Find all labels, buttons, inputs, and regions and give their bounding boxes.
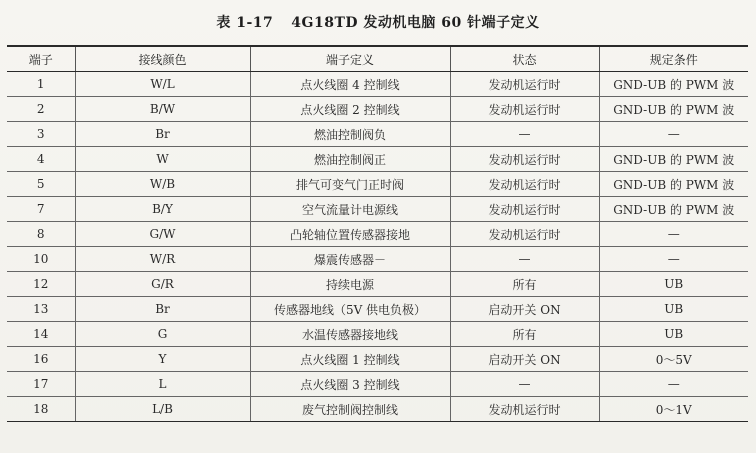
cell-state: 启动开关 ON <box>450 297 599 322</box>
cell-condition: — <box>599 247 748 272</box>
cell-condition: GND-UB 的 PWM 波 <box>599 97 748 122</box>
cell-state: — <box>450 122 599 147</box>
header-state: 状态 <box>450 46 599 72</box>
table-title: 4G18TD 发动机电脑 60 针端子定义 <box>291 15 540 31</box>
cell-pin-definition: 点火线圈 3 控制线 <box>250 372 450 397</box>
cell-wire-color: W/B <box>75 172 250 197</box>
cell-pin: 14 <box>7 322 75 347</box>
table-row <box>7 347 748 372</box>
cell-wire-color: G/R <box>75 272 250 297</box>
cell-wire-color: W/R <box>75 247 250 272</box>
cell-pin: 4 <box>7 147 75 172</box>
cell-pin-definition: 空气流量计电源线 <box>250 197 450 222</box>
header-pin-definition: 端子定义 <box>250 46 450 72</box>
cell-pin: 13 <box>7 297 75 322</box>
cell-state: 发动机运行时 <box>450 397 599 422</box>
cell-state: 发动机运行时 <box>450 147 599 172</box>
cell-pin: 1 <box>7 72 75 97</box>
cell-state: 所有 <box>450 272 599 297</box>
cell-state: 所有 <box>450 322 599 347</box>
cell-condition: 0～1V <box>599 397 748 422</box>
table-caption <box>0 12 756 32</box>
cell-wire-color: B/Y <box>75 197 250 222</box>
cell-condition: UB <box>599 272 748 297</box>
cell-condition: UB <box>599 297 748 322</box>
header-pin: 端子 <box>7 46 75 72</box>
cell-pin: 16 <box>7 347 75 372</box>
cell-condition: — <box>599 122 748 147</box>
cell-state: 发动机运行时 <box>450 72 599 97</box>
table-row <box>7 97 748 122</box>
cell-pin-definition: 凸轮轴位置传感器接地 <box>250 222 450 247</box>
cell-pin-definition: 爆震传感器－ <box>250 247 450 272</box>
table-row <box>7 272 748 297</box>
cell-condition: GND-UB 的 PWM 波 <box>599 147 748 172</box>
cell-condition: GND-UB 的 PWM 波 <box>599 197 748 222</box>
header-wire-color: 接线颜色 <box>75 46 250 72</box>
cell-state: 发动机运行时 <box>450 222 599 247</box>
cell-wire-color: W <box>75 147 250 172</box>
cell-pin: 18 <box>7 397 75 422</box>
cell-pin-definition: 点火线圈 2 控制线 <box>250 97 450 122</box>
cell-state: 启动开关 ON <box>450 347 599 372</box>
table-row <box>7 222 748 247</box>
cell-state: — <box>450 247 599 272</box>
cell-pin: 3 <box>7 122 75 147</box>
table-row <box>7 197 748 222</box>
cell-wire-color: Y <box>75 347 250 372</box>
cell-condition: UB <box>599 322 748 347</box>
cell-wire-color: Br <box>75 122 250 147</box>
table-row <box>7 247 748 272</box>
cell-pin-definition: 废气控制阀控制线 <box>250 397 450 422</box>
cell-state: 发动机运行时 <box>450 172 599 197</box>
cell-state: 发动机运行时 <box>450 97 599 122</box>
table-header-row <box>7 46 748 72</box>
cell-pin-definition: 燃油控制阀负 <box>250 122 450 147</box>
cell-pin-definition: 燃油控制阀正 <box>250 147 450 172</box>
table-row <box>7 72 748 97</box>
cell-pin: 12 <box>7 272 75 297</box>
cell-pin: 2 <box>7 97 75 122</box>
cell-wire-color: B/W <box>75 97 250 122</box>
table-row <box>7 322 748 347</box>
cell-state: — <box>450 372 599 397</box>
cell-wire-color: Br <box>75 297 250 322</box>
cell-pin: 17 <box>7 372 75 397</box>
cell-pin-definition: 点火线圈 4 控制线 <box>250 72 450 97</box>
cell-pin-definition: 传感器地线（5V 供电负极） <box>250 297 450 322</box>
cell-pin: 8 <box>7 222 75 247</box>
table-row <box>7 147 748 172</box>
cell-pin-definition: 点火线圈 1 控制线 <box>250 347 450 372</box>
cell-wire-color: W/L <box>75 72 250 97</box>
cell-condition: — <box>599 222 748 247</box>
cell-wire-color: L/B <box>75 397 250 422</box>
table-row <box>7 372 748 397</box>
table-row <box>7 397 748 422</box>
header-condition: 规定条件 <box>599 46 748 72</box>
pin-definition-table <box>7 45 748 422</box>
cell-condition: GND-UB 的 PWM 波 <box>599 172 748 197</box>
cell-state: 发动机运行时 <box>450 197 599 222</box>
table-number: 表 1-17 <box>216 15 274 31</box>
cell-wire-color: G/W <box>75 222 250 247</box>
cell-pin: 10 <box>7 247 75 272</box>
cell-condition: GND-UB 的 PWM 波 <box>599 72 748 97</box>
cell-pin-definition: 持续电源 <box>250 272 450 297</box>
cell-wire-color: L <box>75 372 250 397</box>
table-row <box>7 172 748 197</box>
cell-pin-definition: 水温传感器接地线 <box>250 322 450 347</box>
cell-pin: 5 <box>7 172 75 197</box>
cell-condition: 0～5V <box>599 347 748 372</box>
table-row <box>7 297 748 322</box>
table-body <box>7 72 748 422</box>
cell-wire-color: G <box>75 322 250 347</box>
table-row <box>7 122 748 147</box>
cell-pin-definition: 排气可变气门正时阀 <box>250 172 450 197</box>
cell-pin: 7 <box>7 197 75 222</box>
cell-condition: — <box>599 372 748 397</box>
